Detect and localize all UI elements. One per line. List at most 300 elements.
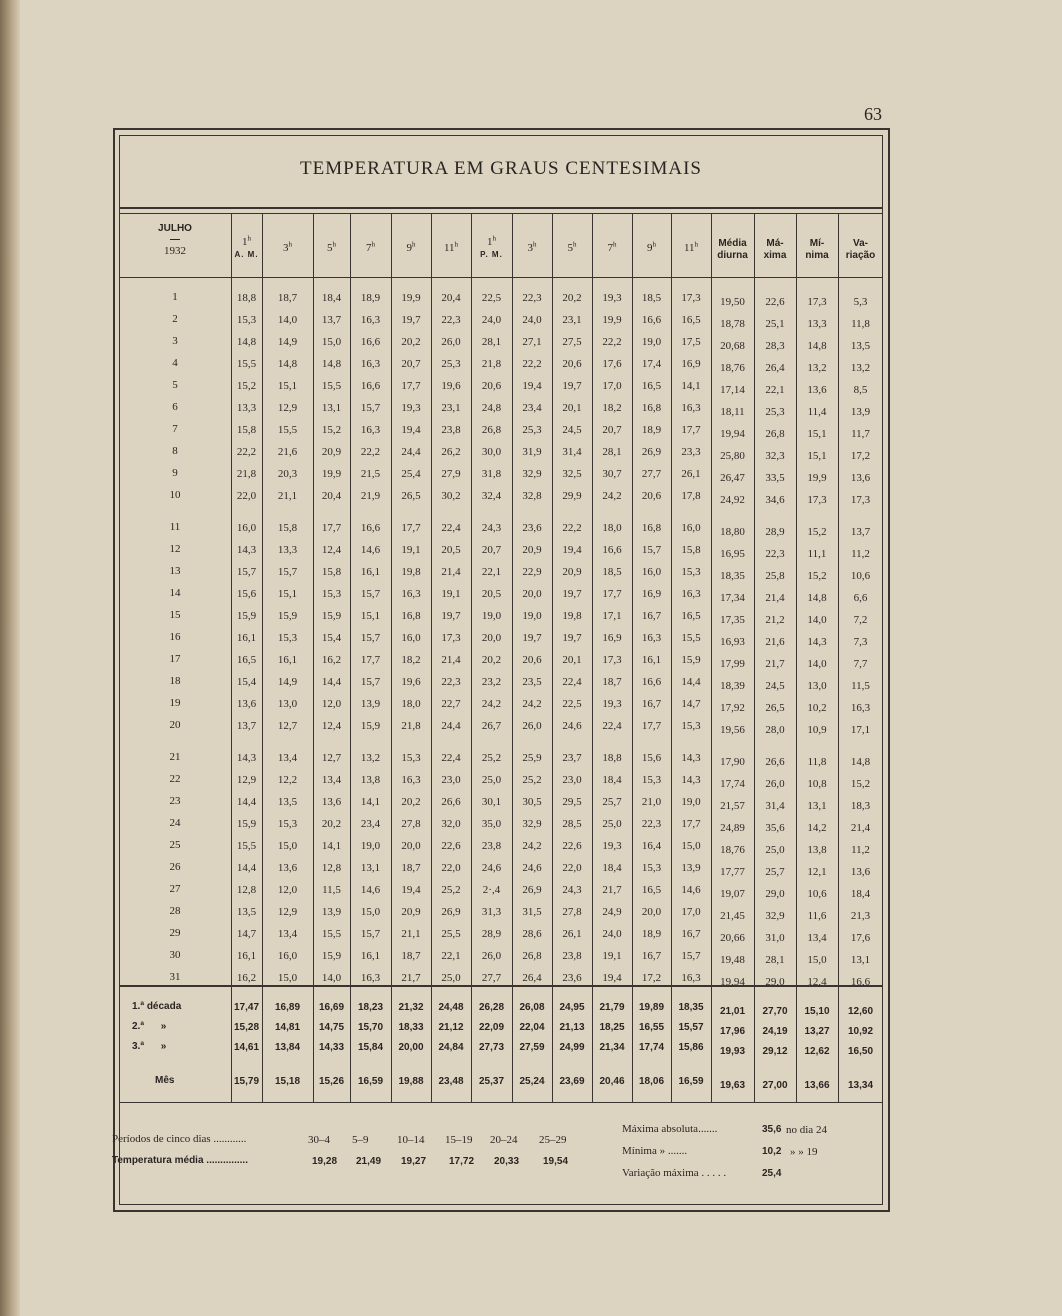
- table-cell: 6,6: [853, 592, 868, 604]
- table-cell: 17,6: [602, 358, 622, 370]
- table-cell: 13,9: [681, 862, 701, 874]
- table-cell: 16,3: [360, 358, 381, 370]
- table-cell: 13,4: [807, 932, 827, 944]
- table-cell: 14,0: [807, 614, 827, 626]
- table-cell: 13,3: [807, 318, 827, 330]
- table-cell: 30,0: [481, 446, 502, 458]
- summary-cell: 16,59: [357, 1076, 384, 1087]
- table-cell: 20,0: [481, 632, 502, 644]
- table-cell: 25,7: [765, 866, 785, 878]
- summary-cell: 16,55: [638, 1022, 665, 1033]
- hour-number: [242, 236, 251, 248]
- table-cell: 16,8: [641, 522, 662, 534]
- table-cell: 21,7: [765, 658, 785, 670]
- table-cell: 25,2: [522, 774, 542, 786]
- table-cell: 26,47: [720, 472, 745, 484]
- table-cell: 17,7: [360, 654, 381, 666]
- table-cell: 16,6: [641, 676, 662, 688]
- table-cell: 16,9: [681, 358, 701, 370]
- hour-number: [684, 242, 698, 254]
- hour-suffix: h: [613, 240, 617, 249]
- table-cell: 19,4: [401, 424, 421, 436]
- hour-value: 11: [683, 242, 695, 254]
- table-cell: 25,0: [481, 774, 502, 786]
- summary-cell: 18,06: [638, 1076, 665, 1087]
- table-cell: 7,3: [853, 636, 868, 648]
- stat-header: [754, 238, 796, 262]
- table-cell: 22,6: [441, 840, 461, 852]
- table-cell: 22,1: [765, 384, 785, 396]
- table-cell: 20,9: [321, 446, 342, 458]
- summary-cell: 17,96: [719, 1026, 746, 1037]
- table-cell: 14,1: [360, 796, 381, 808]
- day-label: 11: [169, 521, 181, 533]
- table-cell: 16,93: [720, 636, 745, 648]
- table-cell: 31,0: [765, 932, 785, 944]
- summary-cell: 19,89: [638, 1002, 665, 1013]
- table-cell: 14,0: [807, 658, 827, 670]
- table-cell: 20,2: [401, 336, 421, 348]
- table-cell: 22,3: [441, 676, 461, 688]
- day-label: 30: [169, 949, 181, 961]
- table-cell: 11,5: [322, 884, 341, 896]
- table-cell: 23,1: [562, 314, 582, 326]
- table-cell: 19,0: [641, 336, 662, 348]
- summary-cell: 16,59: [678, 1076, 704, 1087]
- stat-header: [838, 238, 883, 262]
- table-cell: 12,4: [807, 976, 827, 988]
- table-cell: 25,3: [522, 424, 542, 436]
- table-cell: 20,7: [481, 544, 502, 556]
- table-cell: 16,7: [681, 928, 701, 940]
- hour-header: [632, 238, 671, 256]
- table-cell: 24,3: [481, 522, 502, 534]
- table-cell: 24,5: [562, 424, 582, 436]
- summary-cell: 16,50: [847, 1046, 874, 1057]
- table-cell: 14,8: [807, 340, 827, 352]
- stat-header-line: Média: [718, 238, 747, 249]
- table-cell: 22,7: [441, 698, 461, 710]
- table-cell: 15,7: [360, 632, 381, 644]
- summary-cell: 21,12: [438, 1022, 464, 1033]
- table-cell: 7,7: [853, 658, 868, 670]
- table-cell: 18,4: [602, 862, 622, 874]
- table-cell: 19,6: [441, 380, 461, 392]
- table-cell: 16,3: [401, 588, 421, 600]
- table-cell: 17,7: [401, 380, 421, 392]
- table-cell: 14,3: [236, 752, 257, 764]
- table-cell: 19,0: [681, 796, 701, 808]
- page-number: 63: [864, 104, 882, 124]
- table-cell: 19,7: [401, 314, 421, 326]
- table-cell: 19,4: [522, 380, 542, 392]
- table-cell: 13,1: [807, 800, 827, 812]
- table-cell: 16,3: [681, 972, 701, 984]
- summary-label: Mês: [155, 1075, 175, 1086]
- table-cell: 24,89: [720, 822, 745, 834]
- summary-cell: 13,27: [804, 1026, 830, 1037]
- day-label: 23: [169, 795, 181, 807]
- temperature-mean-label: Temperatura média ...............: [112, 1155, 248, 1166]
- table-cell: 17,6: [850, 932, 871, 944]
- table-cell: 17,90: [720, 756, 745, 768]
- table-cell: 24,5: [765, 680, 785, 692]
- table-cell: 21,7: [401, 972, 421, 984]
- table-cell: 31,8: [481, 468, 502, 480]
- table-cell: 31,5: [522, 906, 542, 918]
- table-cell: 25,2: [441, 884, 461, 896]
- table-cell: 18,7: [277, 292, 298, 304]
- table-cell: 12,9: [277, 906, 298, 918]
- table-cell: 16,1: [641, 654, 662, 666]
- table-cell: 12,0: [321, 698, 342, 710]
- day-label: 20: [169, 719, 181, 731]
- day-label: 22: [169, 773, 181, 785]
- table-cell: 24,4: [401, 446, 421, 458]
- summary-cell: 15,86: [678, 1042, 704, 1053]
- summary-cell: 16,89: [274, 1002, 301, 1013]
- table-cell: 13,5: [236, 906, 257, 918]
- table-cell: 11,5: [851, 680, 870, 692]
- table-cell: 17,3: [602, 654, 622, 666]
- summary-cell: 15,84: [357, 1042, 384, 1053]
- table-cell: 14,3: [681, 774, 701, 786]
- table-cell: 19,0: [481, 610, 502, 622]
- table-cell: 17,74: [720, 778, 745, 790]
- summary-label: 3.ª »: [132, 1041, 167, 1052]
- table-cell: 27,7: [641, 468, 662, 480]
- day-label: 17: [169, 653, 181, 665]
- table-cell: 10,8: [807, 778, 827, 790]
- month-dash: —: [170, 234, 180, 245]
- table-cell: 15,1: [277, 380, 298, 392]
- table-cell: 18,76: [720, 362, 745, 374]
- hour-number: [327, 242, 336, 254]
- day-label: 21: [169, 751, 181, 763]
- table-cell: 22,0: [562, 862, 582, 874]
- table-cell: 15,0: [277, 972, 298, 984]
- table-cell: 25,1: [765, 318, 785, 330]
- table-cell: 29,0: [765, 976, 785, 988]
- table-cell: 20,6: [522, 654, 542, 666]
- table-cell: 13,7: [236, 720, 257, 732]
- table-cell: 14,6: [681, 884, 701, 896]
- stat-header-line: Va-: [852, 238, 868, 249]
- table-cell: 20,7: [602, 424, 622, 436]
- table-cell: 19,0: [522, 610, 542, 622]
- table-cell: 20,1: [562, 402, 582, 414]
- table-cell: 19,4: [562, 544, 582, 556]
- table-cell: 14,0: [277, 314, 298, 326]
- table-cell: 15,5: [277, 424, 298, 436]
- stat-header-line: diurna: [717, 250, 748, 261]
- table-cell: 18,4: [850, 888, 871, 900]
- table-cell: 17,3: [441, 632, 461, 644]
- table-cell: 22,3: [522, 292, 542, 304]
- summary-cell: 19,88: [398, 1076, 424, 1087]
- table-cell: 13,4: [277, 928, 298, 940]
- table-cell: 18,9: [641, 928, 662, 940]
- summary-cell: 10,92: [847, 1026, 874, 1037]
- table-cell: 15,8: [321, 566, 342, 578]
- table-cell: 18,5: [641, 292, 662, 304]
- day-label: 9: [172, 467, 178, 479]
- header-bottom-rule: [119, 277, 883, 278]
- table-cell: 14,4: [321, 676, 342, 688]
- table-cell: 15,7: [277, 566, 298, 578]
- table-cell: 15,4: [321, 632, 342, 644]
- table-cell: 13,0: [807, 680, 827, 692]
- table-cell: 19,8: [562, 610, 582, 622]
- table-cell: 15,3: [321, 588, 342, 600]
- period-mean: 19,27: [401, 1156, 427, 1167]
- table-cell: 14,3: [681, 752, 701, 764]
- table-cell: 15,2: [807, 526, 827, 538]
- table-cell: 26,0: [522, 720, 542, 732]
- table-cell: 13,1: [850, 954, 871, 966]
- table-cell: 15,3: [641, 774, 662, 786]
- table-cell: 20,6: [641, 490, 662, 502]
- table-cell: 16,95: [720, 548, 745, 560]
- table-cell: 13,6: [850, 866, 871, 878]
- hour-header: [671, 238, 711, 256]
- hour-suffix: h: [492, 234, 496, 243]
- table-cell: 30,1: [481, 796, 502, 808]
- table-cell: 24,6: [481, 862, 502, 874]
- hour-suffix: h: [454, 240, 459, 249]
- day-label: 31: [169, 971, 181, 983]
- summary-cell: 15,57: [678, 1022, 704, 1033]
- table-cell: 19,3: [401, 402, 421, 414]
- table-cell: 13,6: [277, 862, 298, 874]
- table-cell: 26,4: [522, 972, 542, 984]
- table-cell: 26,5: [765, 702, 785, 714]
- table-cell: 18,4: [602, 774, 622, 786]
- stat-header-line: nima: [805, 250, 829, 261]
- table-cell: 15,1: [277, 588, 298, 600]
- table-cell: 22,3: [765, 548, 785, 560]
- table-cell: 14,2: [807, 822, 827, 834]
- summary-cell: 24,48: [438, 1002, 464, 1013]
- day-label: 12: [169, 543, 181, 555]
- period-mean: 20,33: [494, 1156, 520, 1167]
- table-title: TEMPERATURA EM GRAUS CENTESIMAIS: [299, 158, 702, 179]
- table-cell: 28,6: [522, 928, 542, 940]
- table-cell: 18,39: [720, 680, 745, 692]
- periods-label: Períodos de cinco dias ............: [112, 1133, 247, 1145]
- table-cell: 14,4: [236, 862, 257, 874]
- table-cell: 17,0: [602, 380, 622, 392]
- table-cell: 18,11: [720, 406, 745, 418]
- table-cell: 13,4: [321, 774, 342, 786]
- table-cell: 18,35: [720, 570, 745, 582]
- table-cell: 19,0: [360, 840, 381, 852]
- table-cell: 27,8: [562, 906, 582, 918]
- table-cell: 16,0: [401, 632, 421, 644]
- table-cell: 20,2: [401, 796, 421, 808]
- table-cell: 21,1: [277, 490, 298, 502]
- table-cell: 24,2: [522, 698, 542, 710]
- table-cell: 16,8: [641, 402, 662, 414]
- table-cell: 16,3: [401, 774, 421, 786]
- table-cell: 25,4: [401, 468, 421, 480]
- table-cell: 23,8: [562, 950, 582, 962]
- table-cell: 22,2: [360, 446, 381, 458]
- table-cell: 15,0: [277, 840, 298, 852]
- table-cell: 15,0: [360, 906, 381, 918]
- am-pm-label: P. M.: [480, 250, 503, 259]
- table-cell: 21,8: [236, 468, 257, 480]
- table-cell: 16,9: [602, 632, 622, 644]
- min-day: » » 19: [790, 1146, 818, 1158]
- table-cell: 21,3: [850, 910, 871, 922]
- table-cell: 27,7: [481, 972, 502, 984]
- am-pm-label: A. M.: [234, 250, 259, 259]
- summary-label: 1.ª década: [132, 1001, 182, 1012]
- summary-cell: 23,48: [438, 1076, 464, 1087]
- table-cell: 24,92: [720, 494, 745, 506]
- period-range: 5–9: [352, 1134, 369, 1146]
- hour-number: [647, 242, 656, 254]
- table-cell: 15,5: [321, 380, 342, 392]
- table-cell: 12,8: [236, 884, 257, 896]
- day-label: 27: [169, 883, 181, 895]
- table-cell: 14,7: [681, 698, 701, 710]
- table-cell: 17,7: [602, 588, 622, 600]
- table-cell: 16,0: [277, 950, 298, 962]
- table-cell: 26,4: [765, 362, 785, 374]
- table-cell: 19,1: [441, 588, 461, 600]
- table-cell: 16,9: [641, 588, 662, 600]
- table-cell: 22,3: [641, 818, 662, 830]
- hour-number: [568, 242, 577, 254]
- table-cell: 15,8: [681, 544, 701, 556]
- table-cell: 16,1: [236, 950, 257, 962]
- hour-suffix: h: [247, 234, 251, 243]
- table-cell: 26,1: [562, 928, 582, 940]
- table-cell: 13,1: [321, 402, 342, 414]
- table-cell: 18,9: [641, 424, 662, 436]
- table-cell: 25,0: [765, 844, 785, 856]
- table-cell: 21,6: [765, 636, 785, 648]
- table-cell: 2·,4: [482, 884, 501, 896]
- summary-cell: 21,79: [599, 1002, 625, 1013]
- table-cell: 13,5: [277, 796, 298, 808]
- stat-header: [796, 238, 838, 262]
- table-cell: 32,0: [441, 818, 461, 830]
- table-cell: 14,0: [321, 972, 342, 984]
- table-cell: 17,7: [681, 818, 701, 830]
- summary-cell: 21,13: [559, 1022, 585, 1033]
- table-cell: 24,0: [481, 314, 502, 326]
- table-cell: 22,2: [602, 336, 622, 348]
- table-cell: 18,2: [401, 654, 421, 666]
- table-cell: 11,8: [851, 318, 870, 330]
- table-cell: 21,1: [401, 928, 421, 940]
- table-cell: 19,3: [602, 698, 622, 710]
- hour-suffix: h: [694, 240, 699, 249]
- day-label: 3: [172, 335, 178, 347]
- table-cell: 31,3: [481, 906, 502, 918]
- table-cell: 19,3: [602, 292, 622, 304]
- stat-header: [711, 238, 754, 262]
- table-cell: 24,6: [562, 720, 582, 732]
- table-cell: 15,7: [681, 950, 701, 962]
- table-cell: 15,0: [681, 840, 701, 852]
- table-cell: 24,4: [441, 720, 461, 732]
- table-cell: 16,3: [360, 972, 381, 984]
- table-cell: 26,0: [441, 336, 461, 348]
- table-cell: 18,2: [602, 402, 622, 414]
- summary-cell: 27,70: [762, 1006, 788, 1017]
- table-cell: 25,9: [522, 752, 542, 764]
- table-cell: 19,9: [401, 292, 421, 304]
- table-cell: 25,80: [720, 450, 745, 462]
- table-cell: 16,1: [360, 950, 381, 962]
- summary-cell: 19,93: [719, 1046, 746, 1057]
- table-cell: 19,94: [720, 976, 745, 988]
- hour-value: 5: [567, 242, 573, 254]
- header-top-rule: [119, 213, 883, 214]
- day-label: 8: [172, 445, 178, 457]
- table-cell: 18,4: [321, 292, 342, 304]
- table-cell: 25,2: [481, 752, 502, 764]
- table-cell: 15,9: [321, 610, 342, 622]
- hour-header: [391, 238, 431, 256]
- table-cell: 13,9: [850, 406, 871, 418]
- table-cell: 12,0: [277, 884, 298, 896]
- summary-cell: 15,26: [318, 1076, 345, 1087]
- table-cell: 32,9: [522, 468, 542, 480]
- table-cell: 21,2: [765, 614, 785, 626]
- table-cell: 15,9: [681, 654, 701, 666]
- table-cell: 12,9: [277, 402, 298, 414]
- table-cell: 14,6: [360, 884, 381, 896]
- table-cell: 26,8: [481, 424, 502, 436]
- table-cell: 15,9: [321, 950, 342, 962]
- day-label: 19: [169, 697, 181, 709]
- summary-cell: 13,66: [804, 1080, 830, 1091]
- table-cell: 20,6: [481, 380, 502, 392]
- summary-cell: 12,60: [847, 1006, 874, 1017]
- table-cell: 26,9: [441, 906, 461, 918]
- table-cell: 11,4: [807, 406, 827, 418]
- table-cell: 22,4: [602, 720, 622, 732]
- day-label: 16: [169, 631, 181, 643]
- summary-cell: 24,19: [762, 1026, 788, 1037]
- table-cell: 34,6: [765, 494, 785, 506]
- table-cell: 21,45: [720, 910, 745, 922]
- table-cell: 28,1: [481, 336, 502, 348]
- table-cell: 22,5: [562, 698, 582, 710]
- table-cell: 22,0: [236, 490, 257, 502]
- table-cell: 28,1: [765, 954, 785, 966]
- table-cell: 20,0: [401, 840, 421, 852]
- table-cell: 18,78: [720, 318, 745, 330]
- table-cell: 11,7: [851, 428, 870, 440]
- table-cell: 22,1: [441, 950, 461, 962]
- table-cell: 19,94: [720, 428, 745, 440]
- table-cell: 18,76: [720, 844, 745, 856]
- day-label: 18: [169, 675, 181, 687]
- table-cell: 28,5: [562, 818, 582, 830]
- table-cell: 11,8: [807, 756, 827, 768]
- hour-suffix: h: [332, 240, 336, 249]
- table-cell: 19,9: [807, 472, 827, 484]
- table-cell: 14,9: [277, 336, 298, 348]
- period-mean: 21,49: [356, 1156, 382, 1167]
- table-cell: 15,0: [807, 954, 827, 966]
